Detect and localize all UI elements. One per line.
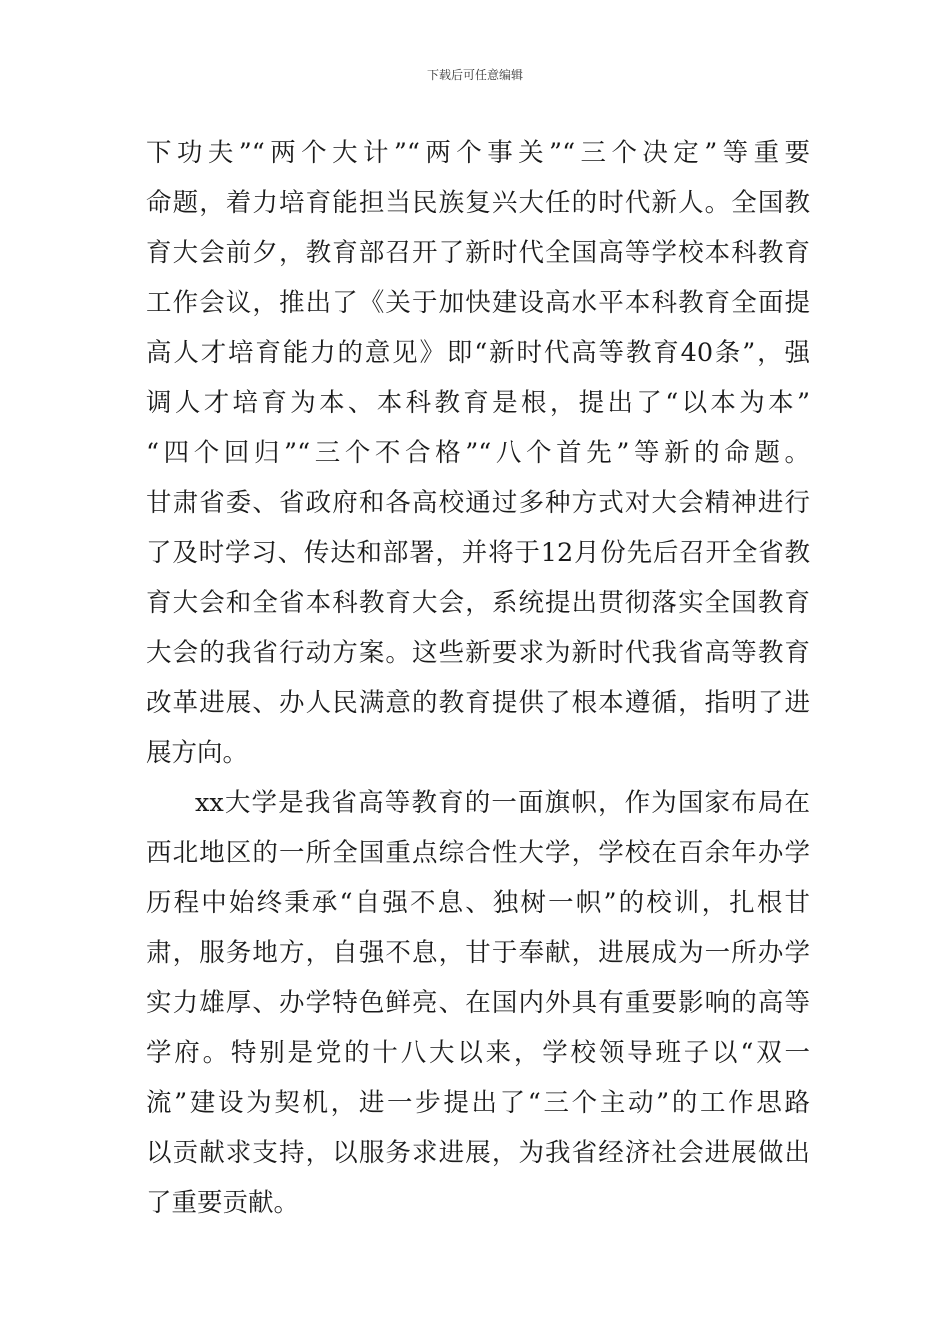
text-line: 学府。特别是党的十八大以来，学校领导班子以“双一	[146, 1038, 810, 1068]
paragraph-1	[146, 128, 810, 778]
text-line: 了重要贡献。	[146, 1188, 300, 1218]
text-line: 工作会议，推出了《关于加快建设高水平本科教育全面提	[146, 288, 810, 318]
page-header: 下载后可任意编辑	[426, 68, 523, 82]
text-line: 下功夫”“两个大计”“两个事关”“三个决定”等重要	[146, 138, 810, 168]
text-line: 实力雄厚、办学特色鲜亮、在国内外具有重要影响的高等	[146, 988, 810, 1018]
text-line: 高人才培育能力的意见》即“新时代高等教育40条”，强	[146, 338, 810, 368]
text-line: 肃，服务地方，自强不息，甘于奉献，进展成为一所办学	[146, 938, 810, 968]
text-line: 历程中始终秉承“自强不息、独树一帜”的校训，扎根甘	[146, 888, 810, 918]
paragraph-2	[146, 778, 810, 1228]
text-line: 流”建设为契机，进一步提出了“三个主动”的工作思路	[146, 1088, 810, 1118]
text-line: xx大学是我省高等教育的一面旗帜，作为国家布局在	[195, 788, 810, 818]
text-line: 以贡献求支持，以服务求进展，为我省经济社会进展做出	[146, 1138, 810, 1168]
text-line: 改革进展、办人民满意的教育提供了根本遵循，指明了进	[146, 688, 810, 718]
text-line: 育大会和全省本科教育大会，系统提出贯彻落实全国教育	[146, 588, 810, 618]
text-line: 大会的我省行动方案。这些新要求为新时代我省高等教育	[146, 638, 810, 668]
text-line: 了及时学习、传达和部署，并将于12月份先后召开全省教	[146, 538, 810, 568]
text-line: 展方向。	[146, 738, 249, 768]
text-line: 命题，着力培育能担当民族复兴大任的时代新人。全国教	[146, 188, 810, 218]
text-line: 调人才培育为本、本科教育是根，提出了“以本为本”	[146, 388, 810, 418]
text-line: 西北地区的一所全国重点综合性大学，学校在百余年办学	[146, 838, 810, 868]
document-body	[146, 128, 810, 1228]
text-line: “四个回归”“三个不合格”“八个首先”等新的命题。	[146, 438, 810, 468]
text-line: 甘肃省委、省政府和各高校通过多种方式对大会精神进行	[146, 488, 810, 518]
text-line: 育大会前夕，教育部召开了新时代全国高等学校本科教育	[146, 238, 810, 268]
